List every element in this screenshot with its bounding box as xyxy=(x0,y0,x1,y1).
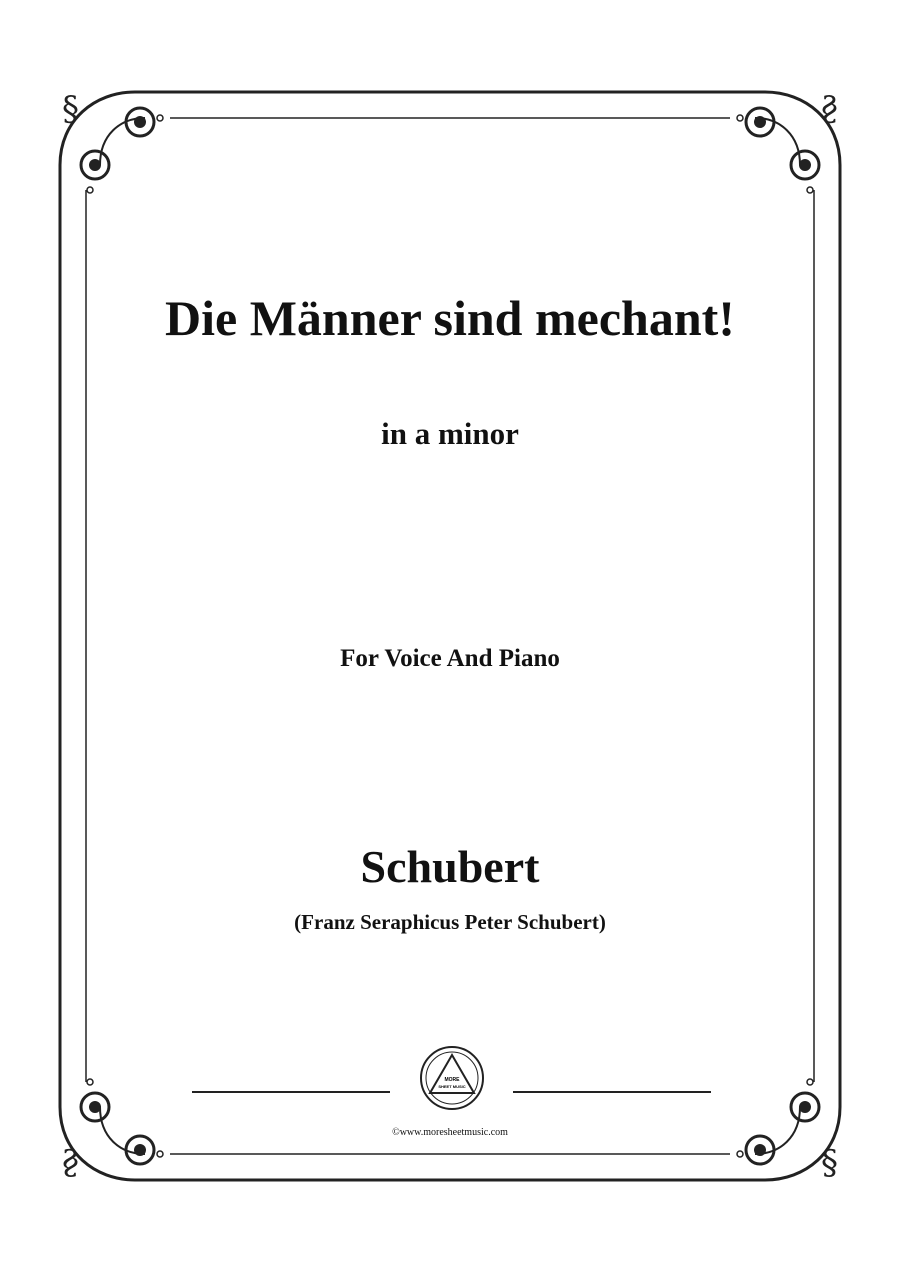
composer-name: Schubert xyxy=(360,841,540,892)
website-link[interactable]: ©www.moresheetmusic.com xyxy=(392,1127,508,1138)
logo-text-top: MORE xyxy=(444,1077,460,1083)
logo-text-bottom: SHEET MUSIC xyxy=(438,1084,466,1089)
instrumentation-label: For Voice And Piano xyxy=(340,645,560,672)
score-title: Die Männer sind mechant! xyxy=(165,290,735,346)
composer-full-name: (Franz Seraphicus Peter Schubert) xyxy=(294,910,606,934)
corner-ornament-top-right xyxy=(730,89,840,193)
footer-rule-right xyxy=(513,1091,711,1093)
triangle-seal-icon[interactable] xyxy=(419,1045,485,1111)
corner-ornament-top-left xyxy=(60,89,170,193)
score-key: in a minor xyxy=(381,416,519,451)
footer-rule-left xyxy=(192,1091,390,1093)
